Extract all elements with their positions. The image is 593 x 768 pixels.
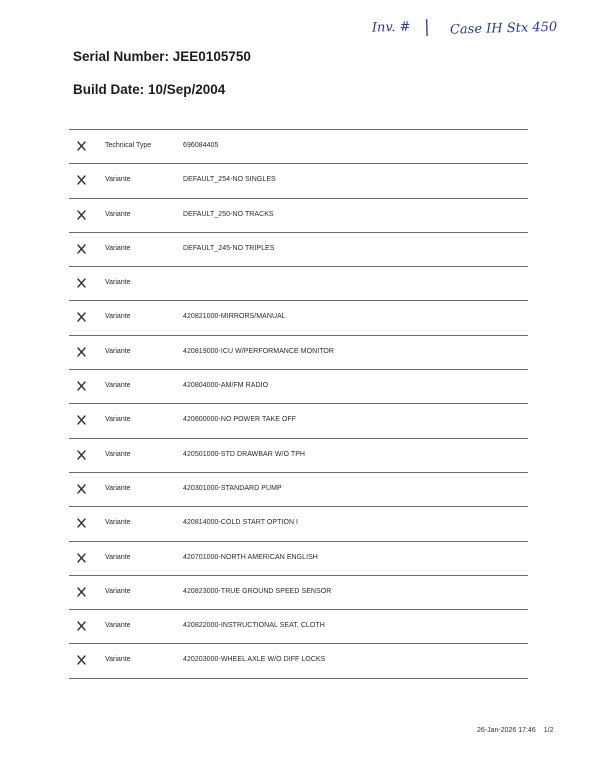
row-value: 420804000-AM/FM RADIO	[183, 382, 269, 390]
print-timestamp: 26-Jan-2026 17:46	[477, 727, 536, 734]
x-mark-icon	[77, 450, 86, 460]
table-row	[69, 439, 528, 473]
serial-number: Serial Number: JEE0105750	[73, 49, 251, 64]
x-mark-icon	[77, 518, 86, 528]
page-footer	[477, 727, 554, 734]
table-row	[69, 336, 528, 370]
row-value: 420823000-TRUE GROUND SPEED SENSOR	[183, 587, 332, 595]
row-type: Variante	[105, 279, 131, 287]
x-mark-icon	[77, 381, 86, 391]
row-value: 420821000-MIRRORS/MANUAL	[183, 313, 286, 321]
x-mark-icon	[77, 141, 86, 151]
row-value: DEFAULT_245-NO TRIPLES	[183, 244, 275, 252]
row-value: 420814000-COLD START OPTION I	[183, 519, 299, 527]
row-type: Variante	[105, 519, 131, 527]
row-type: Variante	[105, 450, 131, 458]
x-mark-icon	[77, 244, 86, 254]
row-type: Variante	[105, 244, 131, 252]
handwritten-annotation	[372, 13, 573, 44]
row-type: Variante	[105, 382, 131, 390]
x-mark-icon	[77, 415, 86, 425]
x-mark-icon	[77, 655, 86, 665]
row-value: 420822000-INSTRUCTIONAL SEAT, CLOTH	[183, 622, 325, 630]
x-mark-icon	[77, 312, 86, 322]
row-value: DEFAULT_250-NO TRACKS	[183, 210, 274, 218]
row-value: 696084405	[183, 142, 219, 149]
table-row	[69, 199, 528, 233]
row-type: Variante	[105, 484, 131, 492]
row-type: Variante	[105, 622, 131, 630]
handwritten-mark: |	[423, 17, 430, 38]
table-row	[69, 130, 528, 164]
table-row	[69, 370, 528, 404]
build-date: Build Date: 10/Sep/2004	[73, 82, 226, 97]
row-value: 420301000-STANDARD PUMP	[183, 484, 282, 492]
row-value: 420819000-ICU W/PERFORMANCE MONITOR	[183, 347, 334, 355]
row-value: 420600000-NO POWER TAKE OFF	[183, 416, 297, 424]
row-type: Variante	[105, 210, 131, 218]
table-row	[69, 267, 528, 301]
x-mark-icon	[77, 210, 86, 220]
x-mark-icon	[77, 278, 86, 288]
x-mark-icon	[77, 347, 86, 357]
options-table	[69, 129, 528, 679]
row-type: Variante	[105, 176, 131, 184]
row-value: DEFAULT_254-NO SINGLES	[183, 176, 276, 184]
table-row	[69, 576, 528, 610]
handwritten-model: Case IH Stx 450	[449, 19, 558, 38]
table-row	[69, 507, 528, 541]
x-mark-icon	[77, 587, 86, 597]
x-mark-icon	[77, 621, 86, 631]
x-mark-icon	[77, 484, 86, 494]
row-type: Variante	[105, 587, 131, 595]
row-type: Variante	[105, 553, 131, 561]
row-value: 420203000-WHEEL AXLE W/O DIFF LOCKS	[183, 656, 326, 664]
row-type: Technical Type	[105, 142, 152, 149]
row-type: Variante	[105, 313, 131, 321]
x-mark-icon	[77, 175, 86, 185]
row-value: 420501000-STD DRAWBAR W/O TPH	[183, 450, 306, 458]
table-row	[69, 610, 528, 644]
table-row	[69, 473, 528, 507]
row-type: Variante	[105, 416, 131, 424]
x-mark-icon	[77, 553, 86, 563]
table-row	[69, 404, 528, 438]
row-type: Variante	[105, 656, 131, 664]
table-row	[69, 542, 528, 576]
row-type: Variante	[105, 347, 131, 355]
table-row	[69, 164, 528, 198]
handwritten-inventory-number: Inv. #	[371, 19, 411, 36]
table-row	[69, 644, 528, 678]
table-row	[69, 233, 528, 267]
page-number: 1/2	[543, 727, 554, 734]
row-value: 420701000-NORTH AMERICAN ENGLISH	[183, 553, 318, 561]
table-row	[69, 301, 528, 335]
